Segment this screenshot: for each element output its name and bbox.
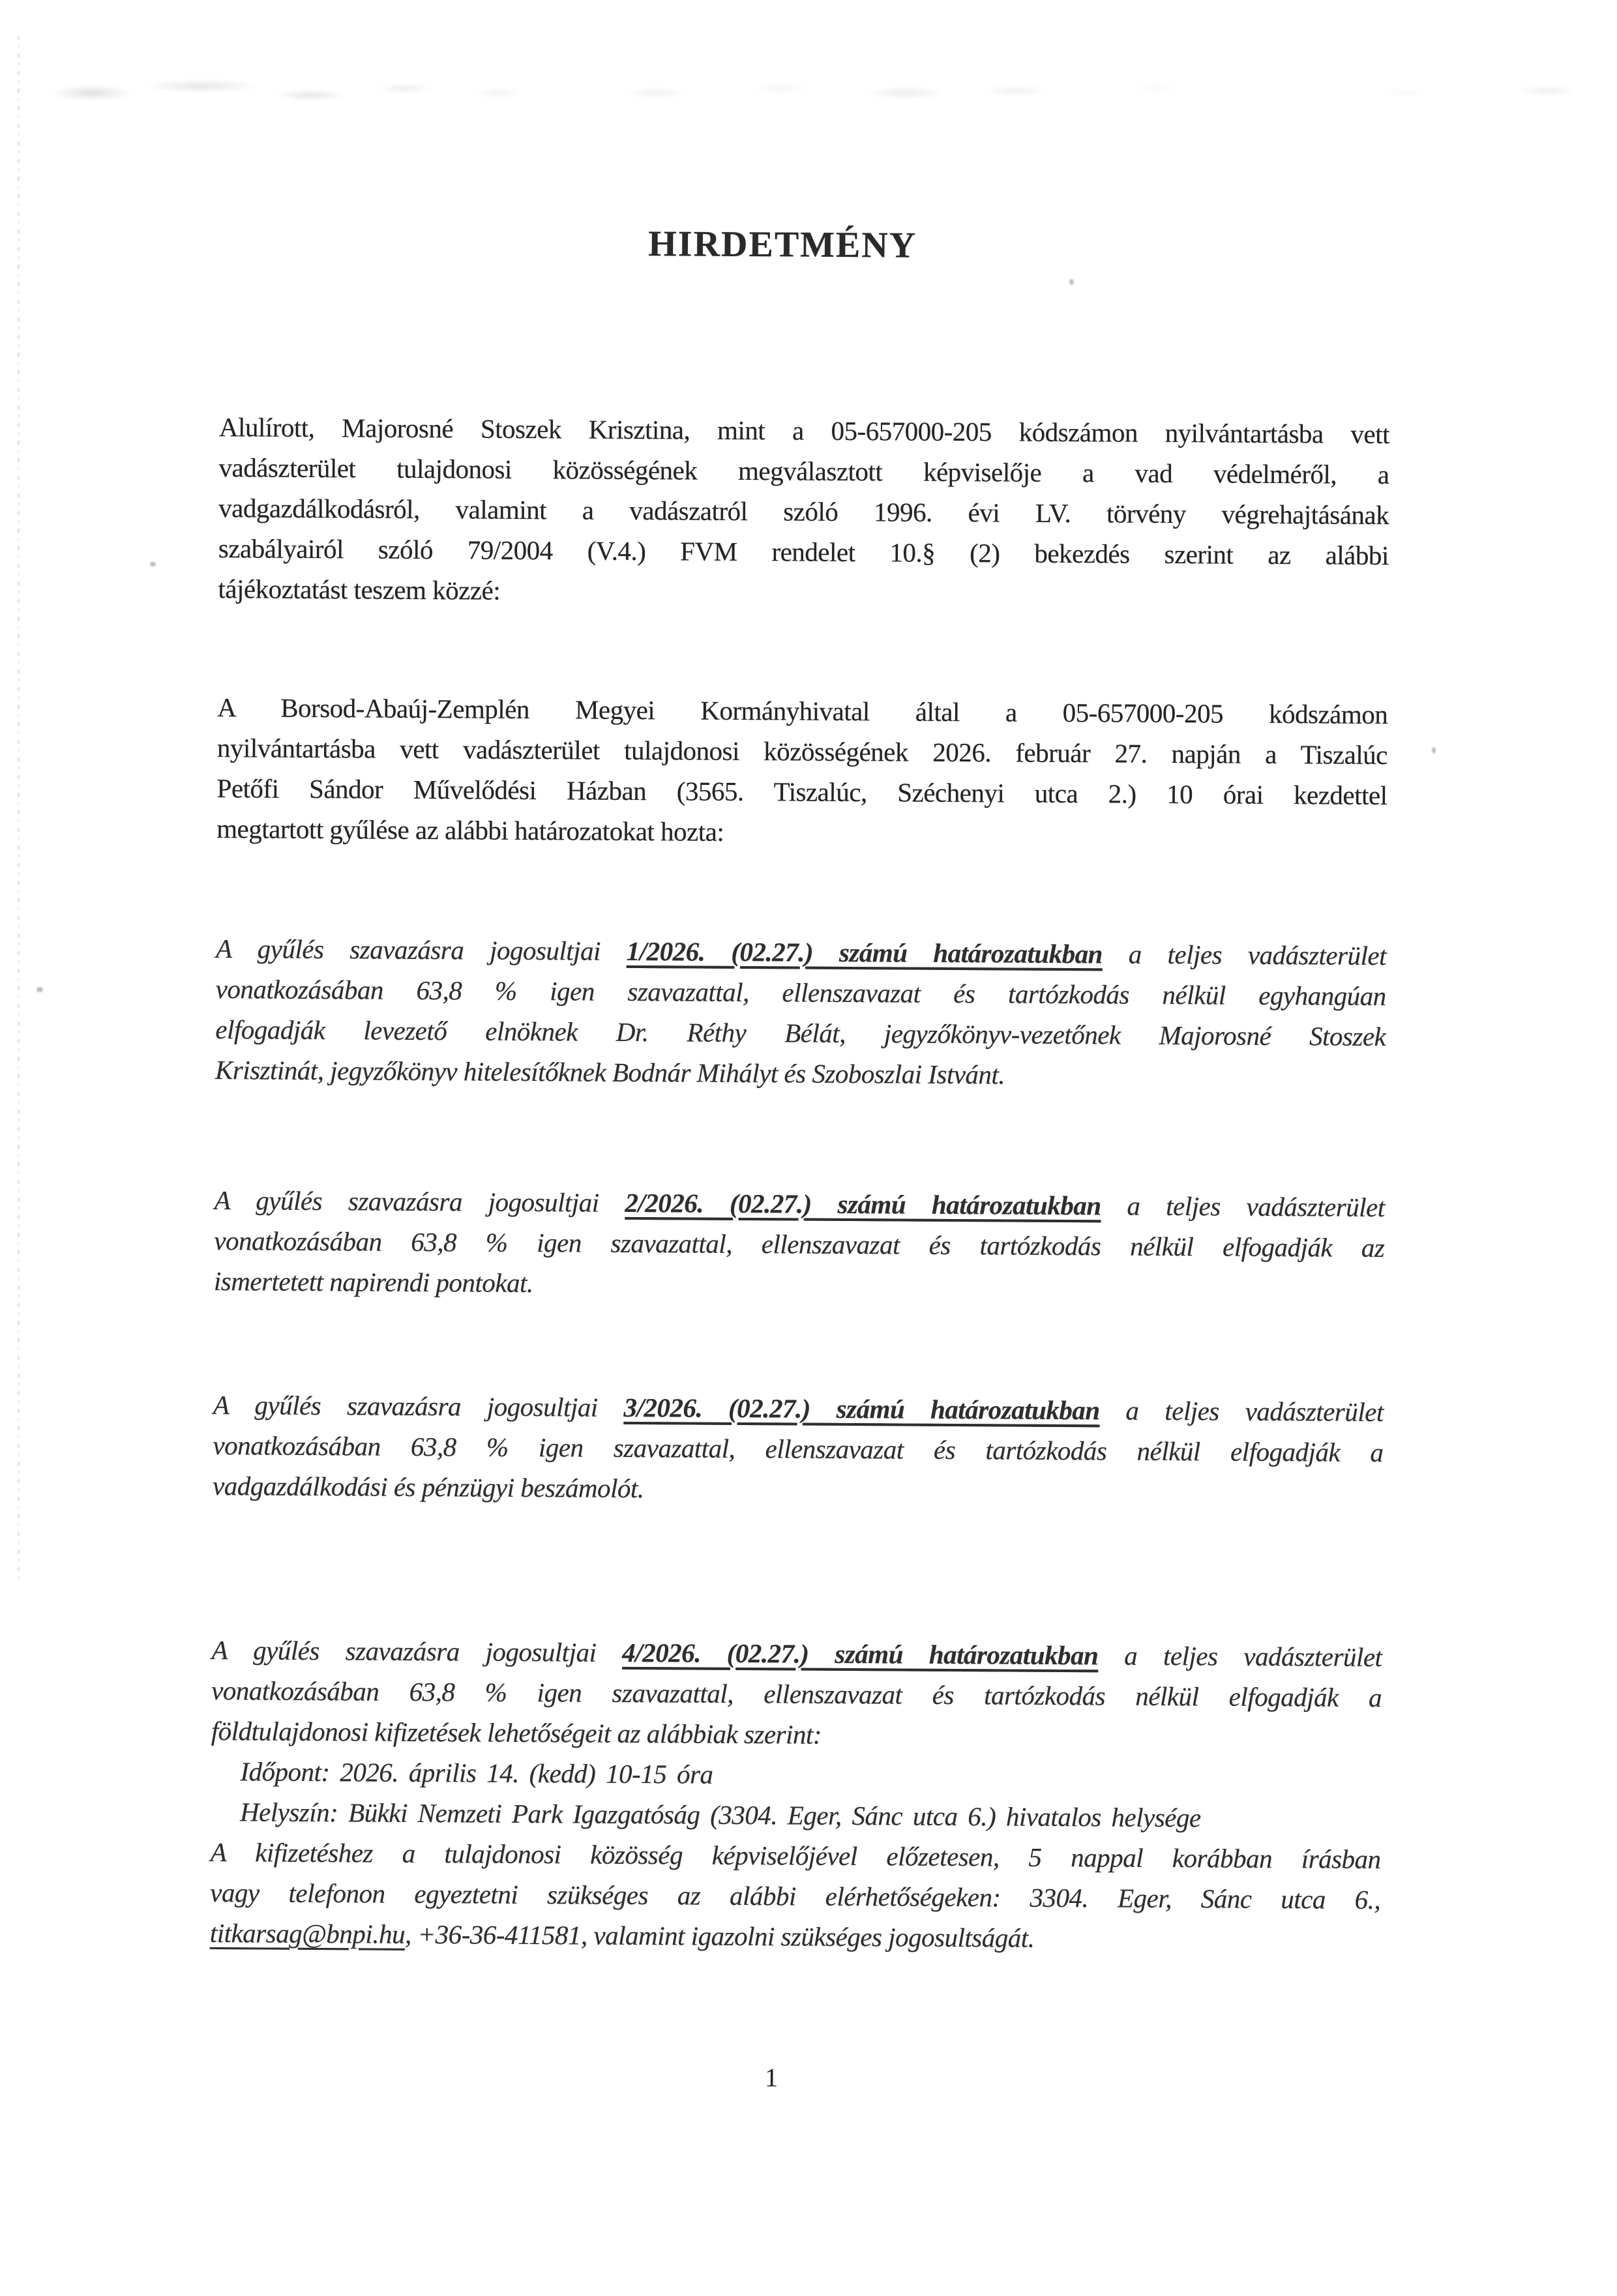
text-run: vonatkozásában 63,8 % igen szavazattal, ellenszavazat és tartózkodás nélkül egyhangúan	[215, 974, 1386, 1012]
text-run: A gyűlés szavazásra jogosultjai	[213, 1390, 624, 1422]
text-line	[218, 528, 1389, 576]
text-run: A gyűlés szavazásra jogosultjai	[214, 1185, 625, 1218]
text-run: földtulajdonosi kifizetések lehetőségeit az alábbiak szerint:	[211, 1716, 822, 1750]
text-run: nyilvántartásba vett vadászterület tulajdonosi közösségének 2026. február 27. napján a Tiszalúc	[216, 733, 1388, 771]
text-line	[213, 1385, 1384, 1432]
text-line	[211, 1711, 1382, 1758]
document-body	[210, 407, 1389, 1960]
paragraph-resolution-4	[210, 1630, 1382, 1960]
text-run: vadgazdálkodási és pénzügyi beszámolót.	[212, 1471, 644, 1504]
text-run: a teljes vadászterület	[1098, 1640, 1382, 1672]
text-line	[217, 687, 1387, 735]
text-run: Alulírott, Majorosné Stoszek Krisztina, mint a 05-657000-205 kódszámon nyilvántartásba vett	[218, 412, 1390, 450]
text-line	[216, 768, 1387, 816]
text-run: a teljes vadászterület	[1101, 1190, 1385, 1223]
text-run: a teljes vadászterület	[1099, 1395, 1384, 1428]
text-run: megtartott gyűlése az alábbi határozatokat hozta:	[216, 814, 724, 847]
text-line	[216, 928, 1386, 976]
paragraph-resolution-1	[215, 928, 1386, 1097]
text-line	[215, 1180, 1385, 1228]
text-run: elfogadják levezető elnöknek Dr. Réthy Bélát, jegyzőkönyv-vezetőnek Majorosné Stoszek	[215, 1014, 1386, 1052]
text-run: vonatkozásában 63,8 % igen szavazattal, ellenszavazat és tartózkodás nélkül elfogadják a	[211, 1675, 1382, 1713]
page-number: 1	[764, 2063, 779, 2093]
paragraph-intro	[218, 407, 1389, 616]
text-line	[215, 1050, 1386, 1097]
text-run: a teljes vadászterület	[1102, 939, 1387, 971]
text-line	[218, 488, 1389, 535]
text-line	[210, 1832, 1380, 1879]
paragraph-resolution-3	[213, 1385, 1384, 1513]
text-line	[214, 1220, 1384, 1268]
paragraph-resolution-2	[214, 1180, 1385, 1308]
text-run: vadászterület tulajdonosi közösségének megválasztott képviselője a vad védelméről, a	[218, 452, 1389, 490]
text-run: A gyűlés szavazásra jogosultjai	[211, 1635, 623, 1668]
text-run: A gyűlés szavazásra jogosultjai	[215, 934, 627, 966]
text-line	[218, 447, 1389, 495]
text-line	[210, 1913, 1380, 1960]
text-run: ismertetett napirendi pontokat.	[213, 1266, 533, 1299]
text-line	[213, 1465, 1383, 1513]
resolution-reference: 2/2026. (02.27.) számú határozatukban	[625, 1187, 1101, 1221]
text-run: szabályairól szóló 79/2004 (V.4.) FVM rendelet 10.§ (2) bekezdés szerint az alábbi	[218, 533, 1389, 571]
text-line	[215, 1009, 1386, 1057]
text-line	[218, 568, 1388, 616]
resolution-reference: 1/2026. (02.27.) számú határozatukban	[626, 935, 1103, 969]
email-address: titkarsag@bnpi.hu	[209, 1918, 406, 1949]
document-title: HIRDETMÉNY	[648, 224, 917, 266]
document-content	[0, 220, 1391, 2098]
text-line	[210, 1872, 1380, 1920]
text-run: Időpont: 2026. április 14. (kedd) 10-15 óra	[240, 1756, 713, 1789]
text-run: Helyszín: Bükki Nemzeti Park Igazgatóság (3304. Eger, Sánc utca 6.) hivatalos helysége	[239, 1797, 1201, 1833]
text-run: tájékoztatást teszem közzé:	[218, 574, 501, 606]
text-run: A Borsod-Abaúj-Zemplén Megyei Kormányhivatal által a 05-657000-205 kódszámon	[217, 692, 1388, 730]
text-line	[219, 407, 1389, 454]
text-line	[214, 1261, 1384, 1308]
resolution-reference: 4/2026. (02.27.) számú határozatukban	[622, 1637, 1099, 1671]
text-line	[213, 1425, 1383, 1473]
text-run: Petőfi Sándor Művelődési Házban (3565. Tiszalúc, Széchenyi utca 2.) 10 órai kezdettel	[216, 773, 1387, 811]
text-line	[217, 728, 1387, 775]
text-line	[211, 1670, 1382, 1718]
text-run: vonatkozásában 63,8 % igen szavazattal, ellenszavazat és tartózkodás nélkül elfogadják a	[213, 1430, 1384, 1468]
text-line	[216, 969, 1386, 1016]
paragraph-meeting	[216, 687, 1387, 856]
text-line	[211, 1751, 1381, 1799]
text-line	[216, 808, 1387, 856]
text-run: Krisztinát, jegyzőkönyv hitelesítőknek Bodnár Mihályt és Szoboszlai Istvánt.	[215, 1055, 1005, 1090]
text-line	[211, 1791, 1381, 1839]
text-run: vonatkozásában 63,8 % igen szavazattal, ellenszavazat és tartózkodás nélkül elfogadják az	[214, 1226, 1385, 1263]
text-run: vadgazdálkodásról, valamint a vadászatról szóló 1996. évi LV. törvény végrehajtásának	[218, 493, 1389, 531]
text-line	[211, 1630, 1382, 1677]
text-run: , +36-36-411581, valamint igazolni szükséges jogosultságát.	[404, 1919, 1035, 1953]
text-run: A kifizetéshez a tulajdonosi közösség képviselőjével előzetesen, 5 nappal korábban írásban	[210, 1837, 1381, 1874]
resolution-reference: 3/2026. (02.27.) számú határozatukban	[623, 1392, 1100, 1426]
text-run: vagy telefonon egyeztetni szükséges az alábbi elérhetőségeken: 3304. Eger, Sánc utca 6.,	[210, 1877, 1381, 1915]
